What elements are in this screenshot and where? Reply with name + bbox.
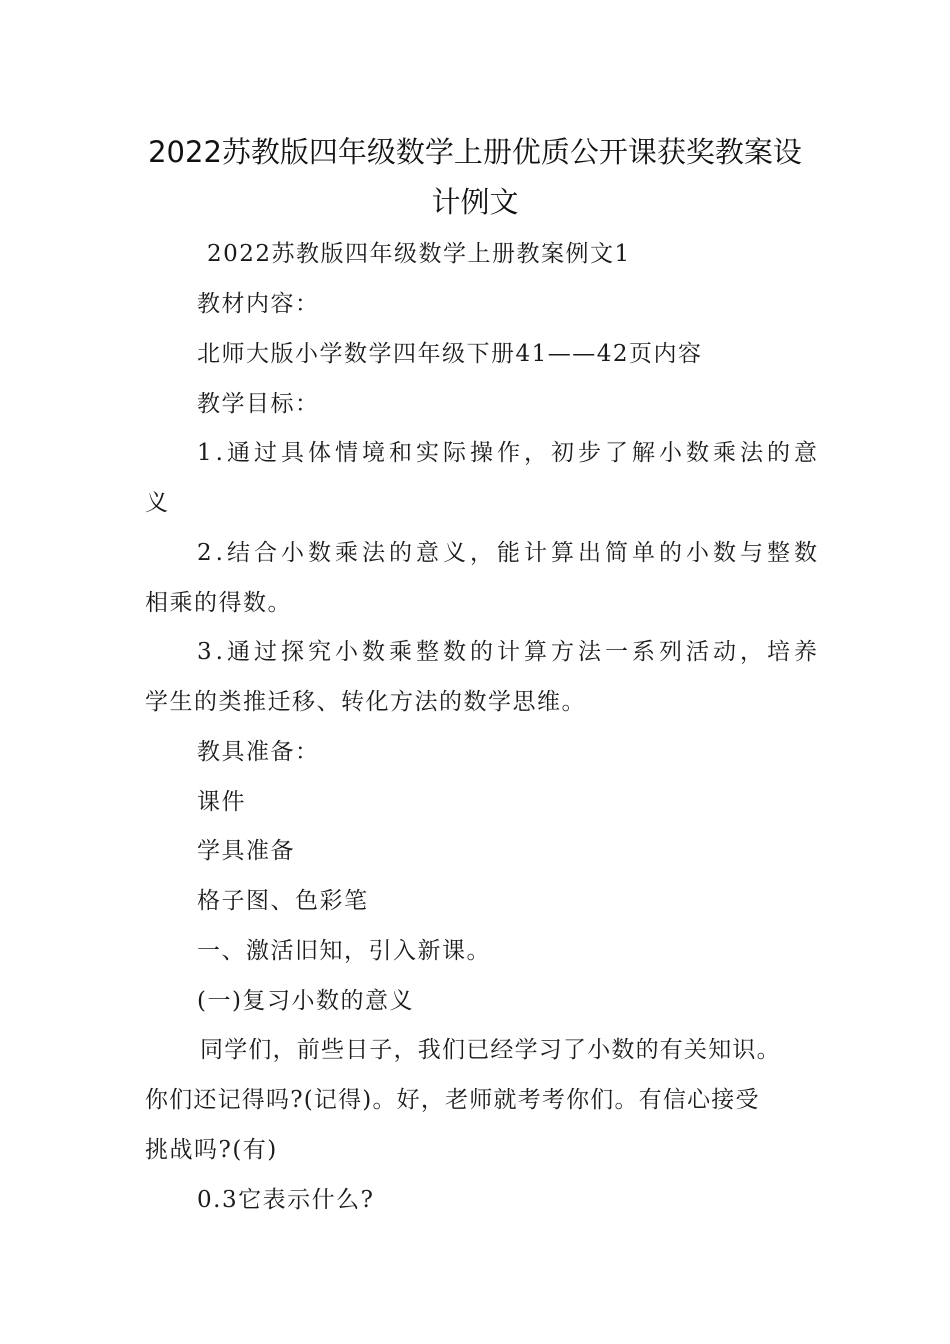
paragraph-line: 1.通过具体情境和实际操作，初步了解小数乘法的意 <box>197 440 821 466</box>
paragraph-line: 教材内容： <box>197 291 320 317</box>
paragraph-line: 一、激活旧知，引入新课。 <box>197 938 491 964</box>
paragraph-line: 学具准备 <box>197 838 295 864</box>
document-title-line-1: 2022苏教版四年级数学上册优质公开课获奖教案设 <box>148 135 802 169</box>
paragraph-line: 课件 <box>197 789 246 815</box>
paragraph-line: 相乘的得数。 <box>145 590 292 616</box>
document-subtitle: 2022苏教版四年级数学上册教案例文1 <box>207 241 631 267</box>
paragraph-line: 学生的类推迁移、转化方法的数学思维。 <box>145 689 586 715</box>
paragraph-line: 教具准备： <box>197 739 320 765</box>
paragraph-line: 0.3它表示什么? <box>197 1187 375 1213</box>
paragraph-line: 你们还记得吗?(记得)。好，老师就考考你们。有信心接受 <box>145 1087 760 1113</box>
paragraph-line: 2.结合小数乘法的意义，能计算出简单的小数与整数 <box>197 540 821 566</box>
paragraph-line: 挑战吗?(有) <box>145 1137 278 1163</box>
paragraph-line: 3.通过探究小数乘整数的计算方法一系列活动，培养 <box>197 639 821 665</box>
paragraph-line: (一)复习小数的意义 <box>197 988 414 1014</box>
paragraph-line: 格子图、色彩笔 <box>197 888 369 914</box>
paragraph-line: 北师大版小学数学四年级下册41——42页内容 <box>197 341 703 367</box>
document-title-line-2: 计例文 <box>431 185 519 219</box>
paragraph-line: 教学目标： <box>197 391 320 417</box>
paragraph-line: 同学们，前些日子，我们已经学习了小数的有关知识。 <box>200 1037 781 1063</box>
paragraph-line: 义 <box>145 490 170 516</box>
